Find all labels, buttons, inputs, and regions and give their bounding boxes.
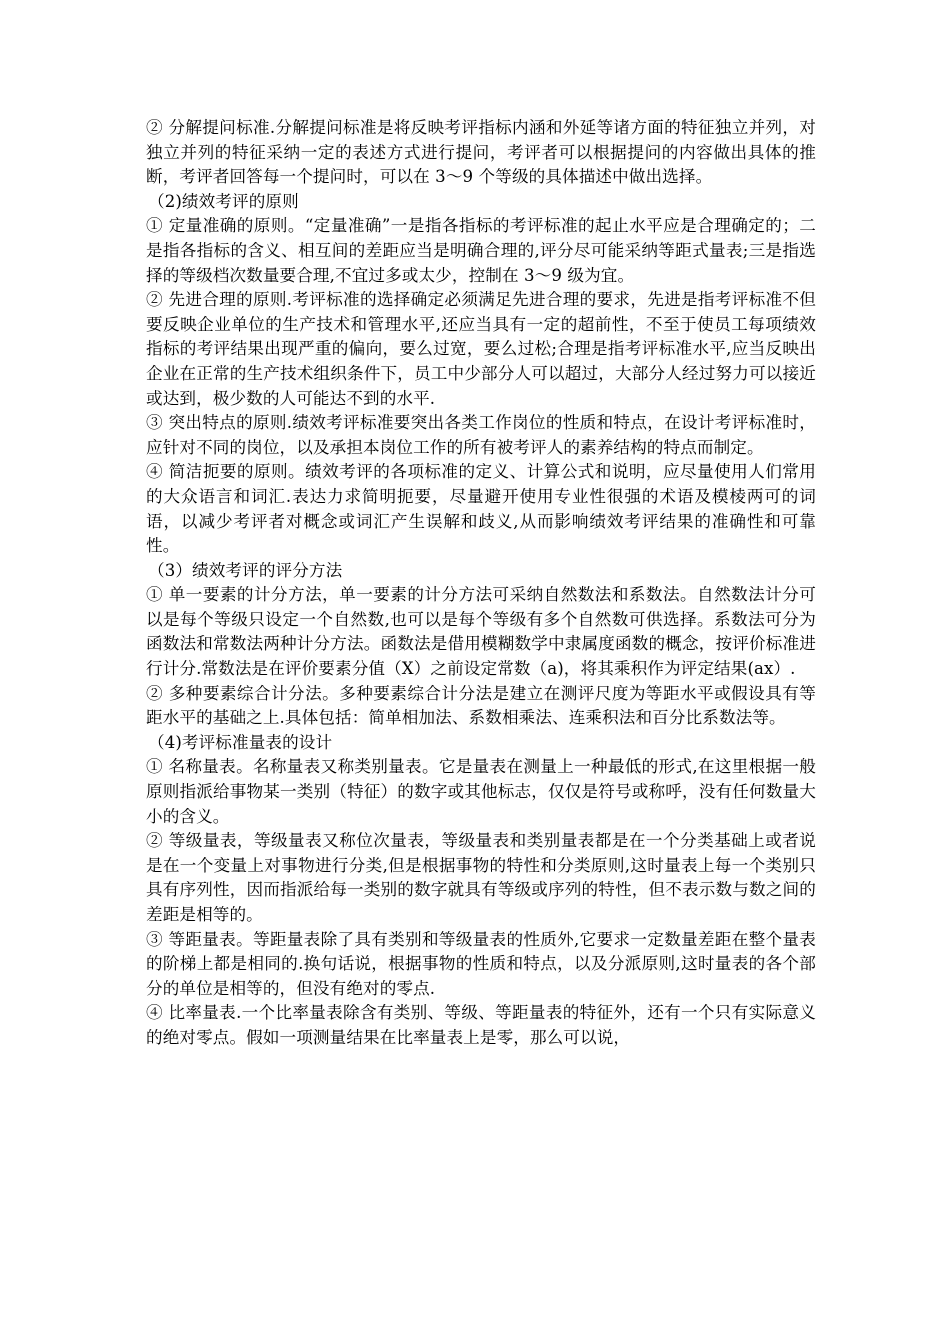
document-page: [146, 116, 816, 1051]
paragraph-highlight-features: ③ 突出特点的原则.绩效考评标准要突出各类工作岗位的性质和特点，在设计考评标准时，应针对不同的岗位，以及承担本岗位工作的所有被考评人的素养结构的特点而制定。: [146, 413, 816, 457]
paragraph-ratio-scale: ④ 比率量表.一个比率量表除含有类别、等级、等距量表的特征外，还有一个只有实际意义的绝对零点。假如一项测量结果在比率量表上是零，那么可以说，: [146, 1003, 816, 1047]
paragraph-interval-scale: ③ 等距量表。等距量表除了具有类别和等级量表的性质外,它要求一定数量差距在整个量表的阶梯上都是相同的.换句话说，根据事物的性质和特点，以及分派原则,这时量表的各个部分的单位是相等的，但没有绝对的零点.: [146, 929, 816, 998]
paragraph-multi-factor-scoring: ② 多种要素综合计分法。多种要素综合计分法是建立在测评尺度为等距水平或假设具有等距水平的基础之上.具体包括：简单相加法、系数相乘法、连乘积法和百分比系数法等。: [146, 683, 816, 728]
paragraph-decompose-question-standard: ② 分解提问标准.分解提问标准是将反映考评指标内涵和外延等诸方面的特征独立并列，对独立并列的特征采纳一定的表述方式进行提问，考评者可以根据提问的内容做出具体的推断，考评者回答每一个提问时，可以在 3～9 个等级的具体描述中做出选择。: [146, 118, 816, 187]
section-heading-principles: （2)绩效考评的原则: [148, 191, 299, 211]
paragraph-advanced-reasonable: ② 先进合理的原则.考评标准的选择确定必须满足先进合理的要求，先进是指考评标准不但要反映企业单位的生产技术和管理水平,还应当具有一定的超前性，不至于使员工每项绩效指标的考评结果出现严重的偏向，要么过宽，要么过松;合理是指考评标准水平,应当反映出企业在正常的生产技术组织条件下，员工中少部分人可以超过，大部分人经过努力可以接近或达到，极少数的人可能达不到的水平.: [146, 290, 816, 408]
paragraph-ordinal-scale: ② 等级量表，等级量表又称位次量表，等级量表和类别量表都是在一个分类基础上或者说是在一个变量上对事物进行分类,但是根据事物的特性和分类原则,这时量表上每一个类别只具有序列性，因而指派给每一类别的数字就具有等级或序列的特性，但不表示数与数之间的差距是相等的。: [146, 831, 816, 924]
paragraph-concise: ④ 简洁扼要的原则。绩效考评的各项标准的定义、计算公式和说明，应尽量使用人们常用的大众语言和词汇.表达力求简明扼要，尽量避开使用专业性很强的术语及模棱两可的词语，以减少考评者对概念或词汇产生误解和歧义,从而影响绩效考评结果的准确性和可靠性。: [146, 462, 816, 556]
paragraph-nominal-scale: ① 名称量表。名称量表又称类别量表。它是量表在测量上一种最低的形式,在这里根据一般原则指派给事物某一类别（特征）的数字或其他标志，仅仅是符号或称呼，没有任何数量大小的含义。: [146, 757, 816, 826]
section-heading-scale-design: （4)考评标准量表的设计: [148, 732, 333, 752]
section-heading-scoring-methods: （3）绩效考评的评分方法: [148, 560, 343, 580]
paragraph-quantitative-accuracy: ① 定量准确的原则。“定量准确”一是指各指标的考评标准的起止水平应是合理确定的；二是指各指标的含义、相互间的差距应当是明确合理的,评分尽可能采纳等距式量表;三是指选择的等级档次数量要合理,不宜过多或太少，控制在 3～9 级为宜。: [146, 216, 816, 285]
paragraph-single-factor-scoring: ① 单一要素的计分方法，单一要素的计分方法可采纳自然数法和系数法。自然数法计分可以是每个等级只设定一个自然数,也可以是每个等级有多个自然数可供选择。系数法可分为函数法和常数法两种计分方法。函数法是借用模糊数学中隶属度函数的概念，按评价标准进行计分.常数法是在评价要素分值（X）之前设定常数（a)，将其乘积作为评定结果(ax）.: [146, 585, 816, 679]
